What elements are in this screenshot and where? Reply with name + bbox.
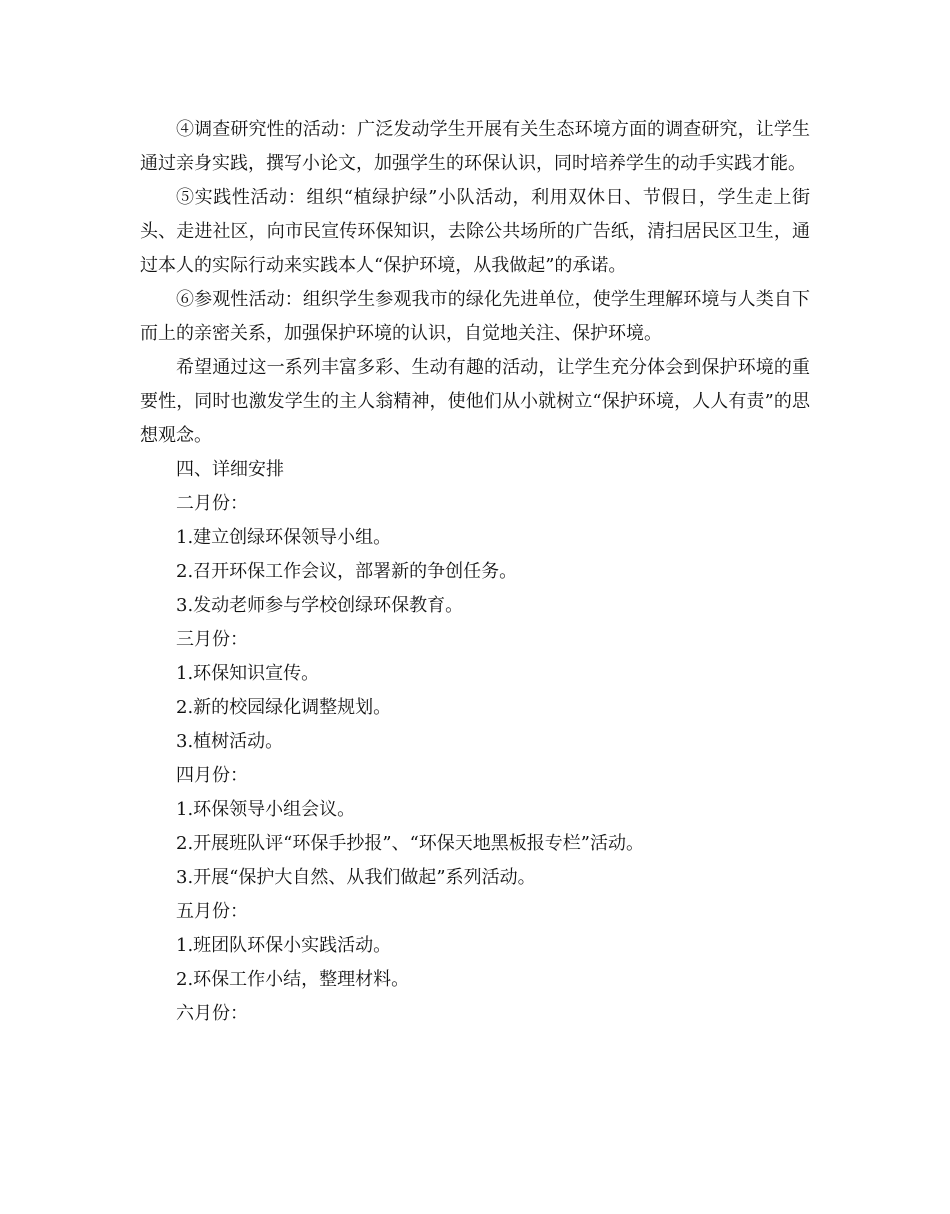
- list-item: 2.新的校园绿化调整规划。: [176, 697, 392, 718]
- list-item: 2.开展班队评“环保手抄报”、“环保天地黑板报专栏”活动。: [176, 833, 644, 854]
- section-heading: 四、详细安排: [176, 459, 284, 480]
- list-item: 1.建立创绿环保领导小组。: [176, 527, 392, 548]
- month-label-april: 四月份：: [176, 765, 248, 786]
- paragraph-hope: 希望通过这一系列丰富多彩、生动有趣的活动，让学生充分体会到保护环境的重要性，同时也激发学生的主人翁精神，使他们从小就树立“保护环境，人人有责”的思想观念。: [140, 357, 810, 446]
- month-label-june: 六月份：: [176, 1003, 248, 1024]
- month-label-march: 三月份：: [176, 629, 248, 650]
- list-item: 3.植树活动。: [176, 731, 284, 752]
- list-item: 1.班团队环保小实践活动。: [176, 935, 392, 956]
- paragraph-visit-activity: ⑥参观性活动：组织学生参观我市的绿化先进单位，使学生理解环境与人类自下而上的亲密关系，加强保护环境的认识，自觉地关注、保护环境。: [140, 289, 810, 344]
- document-body: [140, 113, 810, 1031]
- list-item: 1.环保领导小组会议。: [176, 799, 356, 820]
- list-item: 2.召开环保工作会议，部署新的争创任务。: [176, 561, 518, 582]
- month-label-may: 五月份：: [176, 901, 248, 922]
- list-item: 3.发动老师参与学校创绿环保教育。: [176, 595, 464, 616]
- month-label-february: 二月份：: [176, 493, 248, 514]
- paragraph-survey-activity: ④调查研究性的活动：广泛发动学生开展有关生态环境方面的调查研究，让学生通过亲身实践，撰写小论文，加强学生的环保认识，同时培养学生的动手实践才能。: [140, 119, 810, 174]
- list-item: 2.环保工作小结，整理材料。: [176, 969, 410, 990]
- list-item: 3.开展“保护大自然、从我们做起”系列活动。: [176, 867, 536, 888]
- paragraph-practice-activity: ⑤实践性活动：组织“植绿护绿”小队活动，利用双休日、节假日，学生走上街头、走进社区，向市民宣传环保知识，去除公共场所的广告纸，清扫居民区卫生，通过本人的实际行动来实践本人“保护环境，从我做起”的承诺。: [140, 187, 810, 276]
- list-item: 1.环保知识宣传。: [176, 663, 320, 684]
